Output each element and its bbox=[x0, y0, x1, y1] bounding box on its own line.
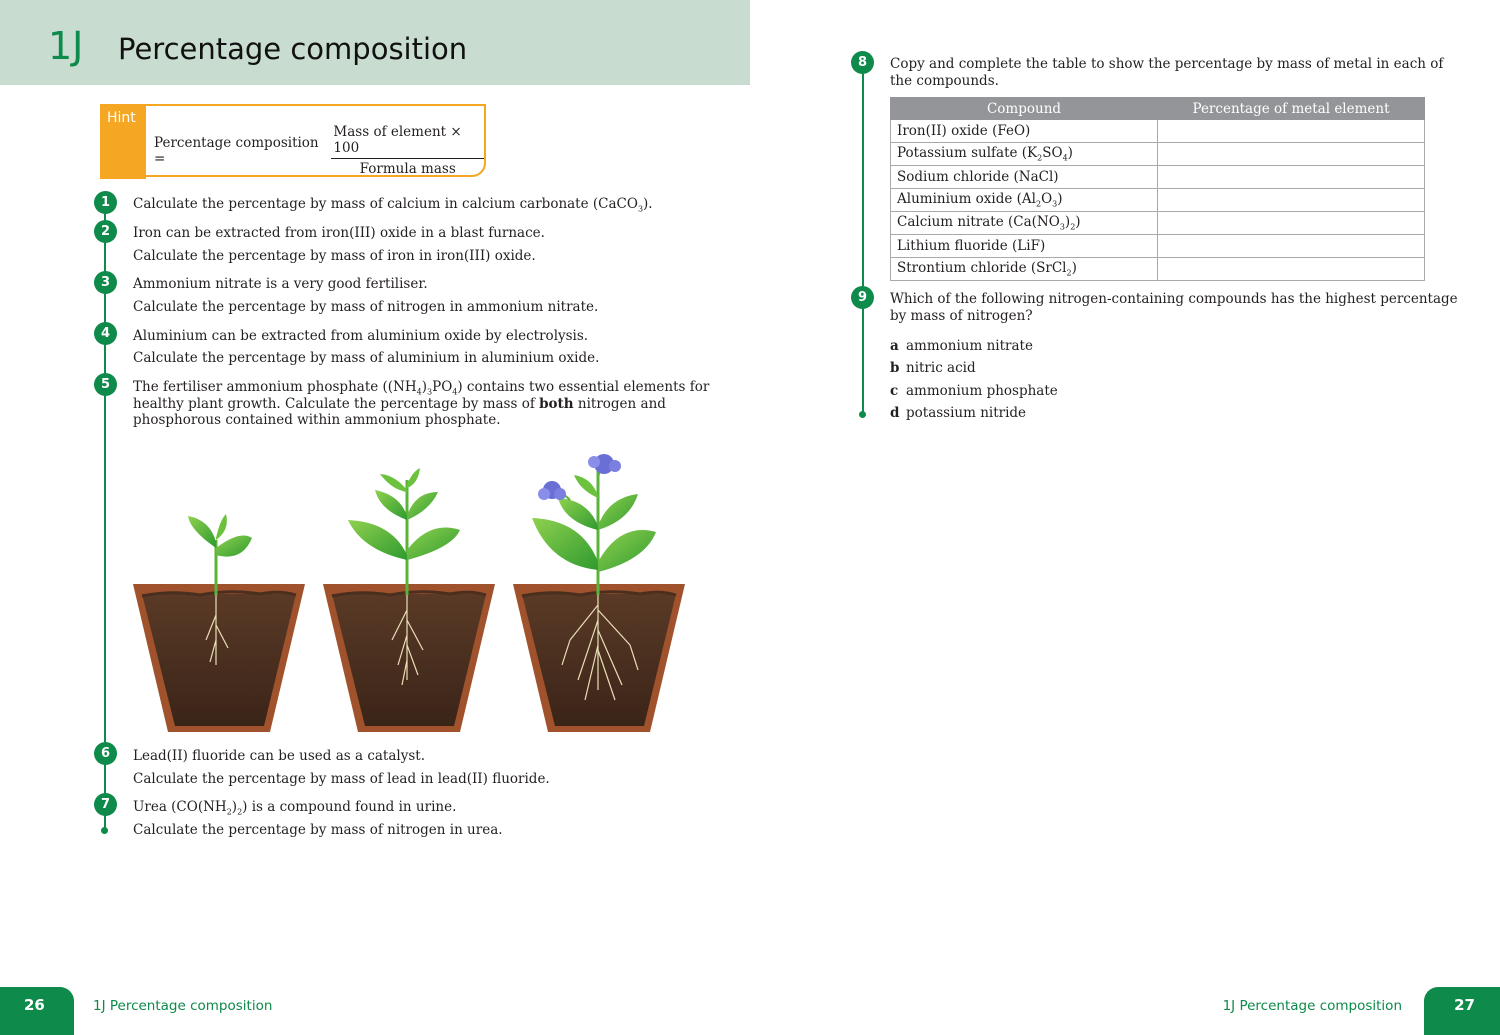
table-row bbox=[891, 258, 1425, 281]
table-header-row bbox=[891, 98, 1425, 120]
hint-label: Hint bbox=[107, 110, 136, 126]
table-row bbox=[891, 166, 1425, 189]
question-8-line2: the compounds. bbox=[890, 73, 999, 89]
answer-cell[interactable] bbox=[1158, 166, 1425, 189]
answer-cell[interactable] bbox=[1158, 258, 1425, 281]
question-5-line1: The fertiliser ammonium phosphate $((NH_4)_3PO_4)$ contains two essential elements for bbox=[133, 379, 710, 397]
pot-3 bbox=[513, 454, 685, 732]
question-line-right bbox=[862, 70, 864, 415]
formula-fraction bbox=[331, 124, 484, 177]
question-number-4: 4 bbox=[94, 322, 117, 345]
question-number-3: 3 bbox=[94, 271, 117, 294]
question-2-line2: Calculate the percentage by mass of iron in iron(III) oxide. bbox=[133, 248, 536, 264]
answer-cell[interactable] bbox=[1158, 143, 1425, 166]
section-code: 1J bbox=[48, 24, 84, 68]
answer-cell[interactable] bbox=[1158, 212, 1425, 235]
question-4-line1: Aluminium can be extracted from aluminium oxide by electrolysis. bbox=[133, 328, 589, 344]
pot-2 bbox=[323, 468, 495, 732]
question-number-2: 2 bbox=[94, 220, 117, 243]
option-c[interactable]: c ammonium phosphate bbox=[890, 383, 1058, 399]
hint-formula bbox=[154, 124, 484, 177]
column-header-percentage: Percentage of metal element bbox=[1158, 98, 1425, 120]
page-title: Percentage composition bbox=[118, 32, 468, 66]
option-a[interactable]: a ammonium nitrate bbox=[890, 338, 1033, 354]
answer-cell[interactable] bbox=[1158, 189, 1425, 212]
question-6-line2: Calculate the percentage by mass of lead in lead(II) fluoride. bbox=[133, 771, 550, 787]
answer-cell[interactable] bbox=[1158, 120, 1425, 143]
question-1-text: Calculate the percentage by mass of calcium in calcium carbonate (CaCO$_3$). bbox=[133, 196, 653, 214]
question-number-1: 1 bbox=[94, 191, 117, 214]
question-5-line3: phosphorous contained within ammonium phosphate. bbox=[133, 412, 501, 428]
hint-box bbox=[100, 104, 486, 177]
option-d[interactable]: d potassium nitride bbox=[890, 405, 1027, 421]
compound-cell: Iron(II) oxide (FeO) bbox=[891, 120, 1158, 143]
flower-2 bbox=[588, 454, 621, 474]
question-9-line2: by mass of nitrogen? bbox=[890, 308, 1033, 324]
question-3-line1: Ammonium nitrate is a very good fertiliser. bbox=[133, 276, 428, 292]
question-7-line2: Calculate the percentage by mass of nitrogen in urea. bbox=[133, 822, 503, 838]
question-7-line1: Urea $(CO(NH_2)_2)$ is a compound found in urine. bbox=[133, 799, 457, 817]
question-number-7: 7 bbox=[94, 793, 117, 816]
compound-cell: Lithium fluoride (LiF) bbox=[891, 235, 1158, 258]
question-6-line1: Lead(II) fluoride can be used as a catalyst. bbox=[133, 748, 425, 764]
question-2-line1: Iron can be extracted from iron(III) oxide in a blast furnace. bbox=[133, 225, 545, 241]
question-9-line1: Which of the following nitrogen-containing compounds has the highest percentage bbox=[890, 291, 1458, 307]
compound-cell: Aluminium oxide $(Al_2O_3)$ bbox=[891, 189, 1158, 212]
question-number-9: 9 bbox=[851, 286, 874, 309]
page-number-left: 26 bbox=[24, 996, 45, 1014]
compound-cell: Potassium sulfate $(K_2SO_4)$ bbox=[891, 143, 1158, 166]
pot-1 bbox=[133, 514, 305, 732]
question-3-line2: Calculate the percentage by mass of nitrogen in ammonium nitrate. bbox=[133, 299, 599, 315]
footer-title-left: 1J Percentage composition bbox=[93, 998, 273, 1014]
column-header-compound: Compound bbox=[891, 98, 1158, 120]
footer-title-right: 1J Percentage composition bbox=[1222, 998, 1402, 1014]
table-row bbox=[891, 235, 1425, 258]
formula-lhs: Percentage composition = bbox=[154, 134, 319, 167]
table-row bbox=[891, 120, 1425, 143]
question-number-8: 8 bbox=[851, 51, 874, 74]
question-line-end-left bbox=[101, 827, 108, 834]
compound-cell: Sodium chloride (NaCl) bbox=[891, 166, 1158, 189]
question-line-left bbox=[104, 210, 106, 830]
option-b[interactable]: b nitric acid bbox=[890, 360, 976, 376]
table-row bbox=[891, 189, 1425, 212]
compound-cell: Calcium nitrate $(Ca(NO_3)_2)$ bbox=[891, 212, 1158, 235]
page-number-right: 27 bbox=[1454, 996, 1475, 1014]
flower-1 bbox=[538, 481, 566, 500]
plant-growth-illustration bbox=[130, 450, 690, 735]
hint-tab bbox=[100, 104, 146, 179]
compound-table bbox=[890, 97, 1425, 281]
question-4-line2: Calculate the percentage by mass of aluminium in aluminium oxide. bbox=[133, 350, 600, 366]
table-row bbox=[891, 143, 1425, 166]
question-8-line1: Copy and complete the table to show the percentage by mass of metal in each of bbox=[890, 56, 1444, 72]
answer-cell[interactable] bbox=[1158, 235, 1425, 258]
table-row bbox=[891, 212, 1425, 235]
question-5-line2: healthy plant growth. Calculate the percentage by mass of both nitrogen and bbox=[133, 396, 666, 412]
question-line-end-right bbox=[859, 411, 866, 418]
question-number-5: 5 bbox=[94, 373, 117, 396]
formula-denominator: Formula mass bbox=[359, 161, 456, 177]
formula-numerator: Mass of element × 100 bbox=[331, 124, 484, 159]
question-number-6: 6 bbox=[94, 742, 117, 765]
compound-cell: Strontium chloride (SrCl$_2$) bbox=[891, 258, 1158, 281]
